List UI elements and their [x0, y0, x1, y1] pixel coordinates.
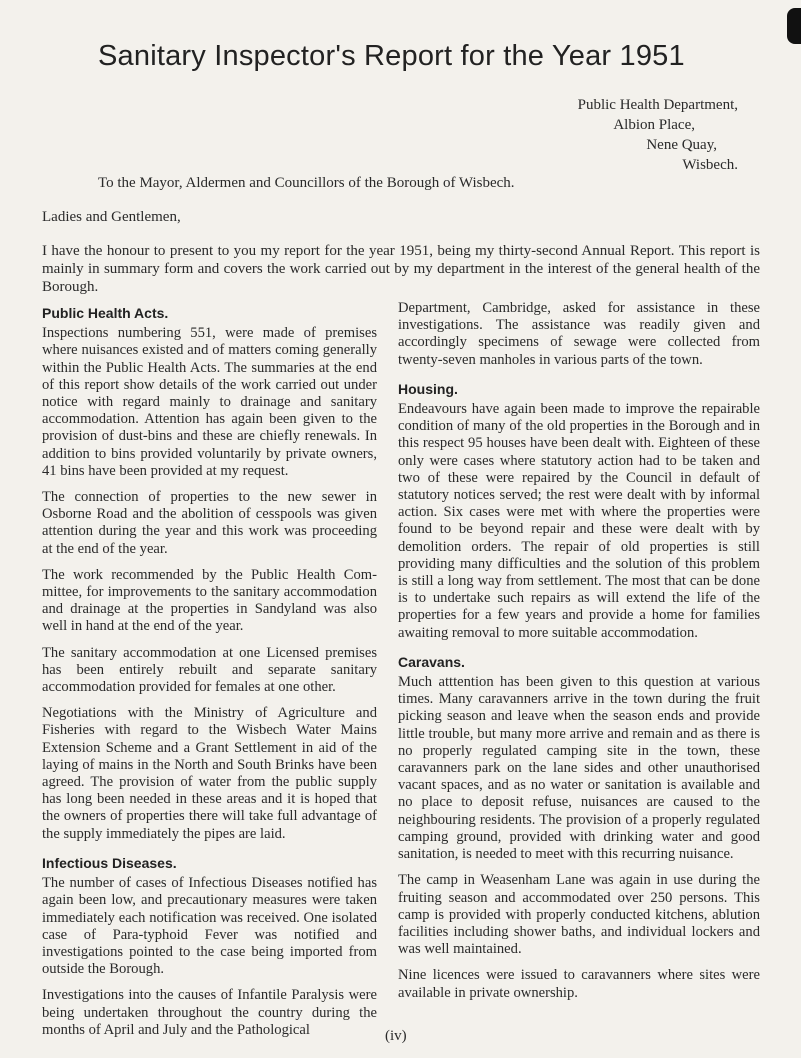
paragraph: The camp in Weasenham Lane was again in use during the fruiting season and accommodated over 250 persons. This camp is provided with properly conducted kitchens, ablution facilities including shower baths, and individual lockers and was well maintained. — [398, 872, 760, 958]
address-line-2: Albion Place, — [613, 117, 695, 133]
address-line-4: Wisbech. — [682, 157, 738, 173]
section-infectious-diseases — [42, 855, 377, 1039]
paragraph: Investigations into the causes of Infantile Paralysis were being undertaken throughout the country during the months of April and July and the Pathological — [42, 987, 377, 1038]
section-public-health — [42, 305, 377, 843]
paragraph: Nine licences were issued to caravanners where sites were available in private ownership. — [398, 967, 760, 1001]
paragraph: The work recommended by the Public Health Committee, for improvements to the sanitary accommodation and drainage at the properties in Sandyland was also well in hand at the end of the year. — [42, 566, 377, 635]
paragraph: Endeavours have again been made to improve the repairable condition of many of the old properties in the Borough and in this respect 95 houses have been dealt with. Eighteen of these only were cases where statutory action had to be taken and two of these were repaired by the Council in default of statutory notices served; the rest were dealt with by informal action. Six cases were met with where the properties were found to be beyond repair and these were dealt with by demolition orders. The repair of old properties is still providing many difficulties and the solution of this problem is still a long way from settlement. The most that can be done is to undertake such repairs as will extend the life of the properties for a few years and provide a home for families awaiting removal to more suitable accommodation. — [398, 401, 760, 641]
left-column — [42, 305, 377, 1051]
binding-mark — [787, 8, 801, 44]
paragraph: Inspections numbering 551, were made of premises where nuisances existed and of matters coming generally within the Public Health Acts. The summaries at the end of this report show details of the work carried out under notice with regard mainly to drainage and sanitary accommodation. Attention has again been given to the provision of dust-bins and these are chiefly renewals. In addition to bins provided voluntarily by private owners, 41 bins have been provided at my request. — [42, 325, 377, 479]
right-column — [398, 300, 760, 1014]
section-heading: Caravans. — [398, 653, 465, 670]
salutation: To the Mayor, Aldermen and Councillors of the Borough of Wisbech. — [98, 175, 515, 191]
page-title: Sanitary Inspector's Report for the Year 1951 — [98, 40, 685, 72]
section-heading: Infectious Diseases. — [42, 854, 177, 871]
section-caravans — [398, 654, 760, 1002]
address-line-3: Nene Quay, — [646, 137, 717, 153]
sender-address — [520, 95, 738, 175]
paragraph: Negotiations with the Ministry of Agriculture and Fisheries with regard to the Wisbech Water Mains Extension Scheme and a Grant Settlement in aid of the laying of mains in the North and South Brinks have been agreed. The provision of water from the public supply has long been needed in these areas and it is hoped that the owners of properties there will take full advantage of the supply immediately the pipes are laid. — [42, 705, 377, 842]
address-line-1: Public Health Department, — [577, 97, 738, 113]
paragraph: The sanitary accommodation at one Licensed premises has been entirely rebuilt and separate sanitary accommodation provided for females at one other. — [42, 644, 377, 696]
section-housing — [398, 381, 760, 642]
paragraph: Much atttention has been given to this question at various times. Many caravanners arrive in the town during the fruit picking season and leave when the season ends and provide little trouble, but many more arrive and remain and as there is no properly regulated camping site in the town, these caravanners park on the lane sides and other unauthorised vacant spaces, and as no water or sanitation is available and no place to deposit refuse, nuisances are caused to the neighbouring residents. The provision of a properly regulated camping ground, provided with drinking water and good sanitation, is needed to meet with this recurring nuisance. — [398, 674, 760, 863]
page-number: (iv) — [385, 1028, 407, 1044]
section-continued — [398, 300, 760, 369]
section-heading: Public Health Acts. — [42, 305, 169, 321]
intro-text: I have the honour to present to you my report for the year 1951, being my thirty-second Annual Report. This report is mainly in summary form and covers the work carried out by my department in the interest of the general health of the Borough. — [42, 243, 760, 295]
section-heading: Housing. — [398, 380, 458, 397]
paragraph: Department, Cambridge, asked for assistance in these investigations. The assistance was readily given and accordingly specimens of sewage were collected from twenty-seven manholes in various parts of the town. — [398, 300, 760, 368]
intro-paragraph — [42, 242, 760, 296]
paragraph: The number of cases of Infectious Diseases notified has again been low, and precautionary measures were taken immediately each notification was received. One isolated case of Para-typhoid Fever was notified and investigations pointed to the case being imported from outside the Borough. — [42, 875, 377, 978]
paragraph: The connection of properties to the new sewer in Osborne Road and the abolition of cesspools was given attention during the year and this work was proceeding at the end of the year. — [42, 489, 377, 557]
greeting: Ladies and Gentlemen, — [42, 209, 181, 225]
